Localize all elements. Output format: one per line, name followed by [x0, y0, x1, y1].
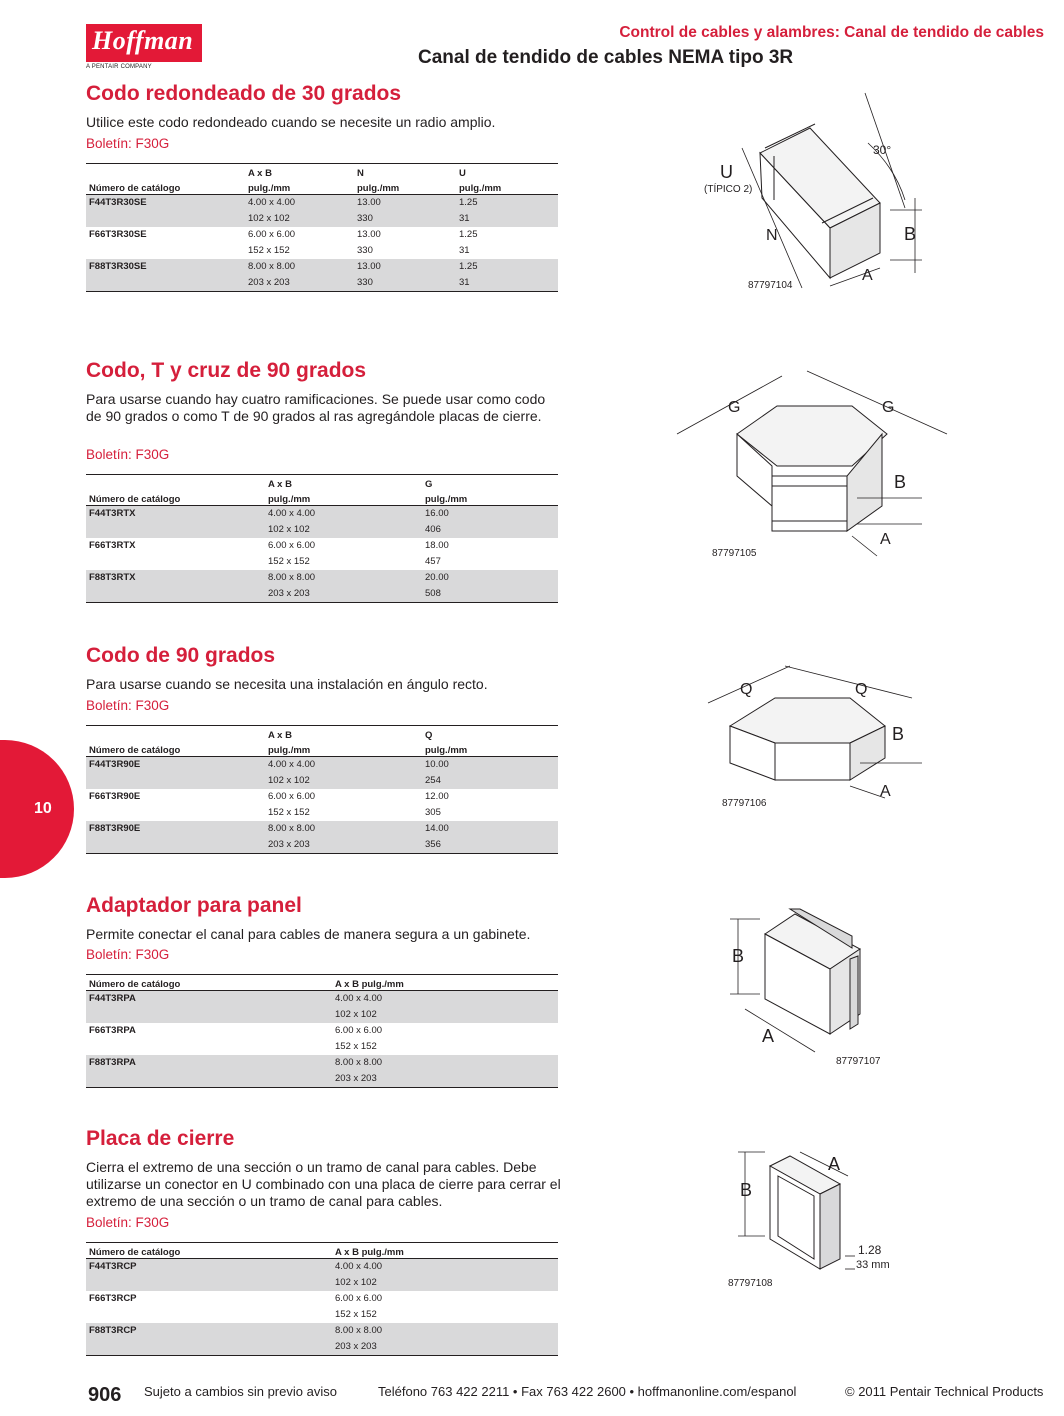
table-row: 203 x 203 330 31 — [86, 275, 558, 292]
figure-label: B — [894, 472, 907, 492]
figure-label: 33 mm — [856, 1259, 890, 1271]
table-row: F44T3RPA 4.00 x 4.00 — [86, 991, 558, 1008]
figure-codo-t-cruz — [672, 366, 962, 566]
table-row: F88T3RCP 8.00 x 8.00 — [86, 1323, 558, 1339]
table-row: 102 x 102 — [86, 1007, 558, 1023]
bulletin-link[interactable]: Boletín: F30G — [86, 698, 170, 713]
table-row: F88T3RTX 8.00 x 8.00 20.00 — [86, 570, 558, 586]
spec-table-adaptador: Número de catálogo A x B pulg./mm F44T3RPA 4.00 x 4.00 102 x 102 F66T3RPA 6.00 x 6.00 152 x 152 F88T3RPA 8.00 x 8.00 203 x 203 — [86, 974, 558, 1088]
header-category: Control de cables y alambres: Canal de tendido de cables — [619, 24, 1044, 41]
table-row: F66T3R30SE 6.00 x 6.00 13.00 1.25 — [89, 229, 478, 240]
figure-label: G — [728, 399, 741, 416]
figure-label: Q — [740, 681, 753, 698]
table-row: 152 x 152 — [335, 1041, 377, 1052]
spec-table-codo-30: A x B N U Número de catálogo pulg./mm pulg./mm pulg./mm F44T3R30SE 4.00 x 4.00 13.00 1.25 102 x 102 330 31 F66T3R30SE 6.00 x 6.00 13.00 1.25 152 x 152 330 31 F88T3R30SE 8.00 x 8.00 13.00 1.25 203 x 203 330 31 — [86, 163, 558, 292]
footer-notice: Sujeto a cambios sin previo aviso — [144, 1384, 337, 1399]
figure-label: B — [904, 224, 917, 244]
figure-label: N — [766, 227, 778, 244]
table-row: F44T3RCP 4.00 x 4.00 — [86, 1259, 558, 1276]
bulletin-link[interactable]: Boletín: F30G — [86, 947, 170, 962]
figure-label: A — [880, 531, 891, 548]
figure-label: 1.28 — [858, 1243, 882, 1257]
logo-wordmark: Hoffman — [92, 26, 194, 55]
table-row: 152 x 152 457 — [268, 556, 441, 567]
logo-tagline: A PENTAIR COMPANY — [86, 64, 152, 70]
figure-label: A — [762, 1026, 775, 1046]
table-row: 102 x 102 330 31 — [86, 211, 558, 227]
table-row: F66T3R90E 6.00 x 6.00 12.00 — [89, 791, 449, 802]
figure-id: 87797106 — [722, 798, 767, 809]
figure-label: B — [732, 946, 745, 966]
table-row: F44T3R30SE 4.00 x 4.00 13.00 1.25 — [86, 195, 558, 212]
section-description: Cierra el extremo de una sección o un tramo de canal para cables. Debe utilizarse un conector en U combinado con una placa de cierre para cerrar el extremo de una sección o un tramo de canal para cables. — [86, 1159, 561, 1209]
spec-table-codo-90: A x B Q Número de catálogo pulg./mm pulg./mm F44T3R90E 4.00 x 4.00 10.00 102 x 102 254 F66T3R90E 6.00 x 6.00 12.00 152 x 152 305 F88T3R90E 8.00 x 8.00 14.00 203 x 203 356 — [86, 725, 558, 854]
figure-placa — [720, 1144, 920, 1294]
bulletin-link[interactable]: Boletín: F30G — [86, 1215, 170, 1230]
figure-id: 87797105 — [712, 548, 757, 559]
table-row: 102 x 102 406 — [86, 522, 558, 538]
footer-copyright: © 2011 Pentair Technical Products — [845, 1384, 1044, 1399]
section-title-codo-90: Codo de 90 grados — [86, 644, 276, 667]
figure-label: Q — [855, 681, 868, 698]
figure-label: 30° — [873, 143, 892, 157]
table-row: F44T3RTX 4.00 x 4.00 16.00 — [86, 506, 558, 523]
table-row: F66T3RCP 6.00 x 6.00 — [89, 1293, 383, 1304]
table-row: 102 x 102 254 — [86, 773, 558, 789]
figure-label: U — [720, 162, 733, 182]
figure-label: G — [882, 399, 895, 416]
figure-codo-30 — [690, 88, 950, 298]
section-description: Utilice este codo redondeado cuando se necesite un radio amplio. — [86, 114, 496, 130]
table-row: 152 x 152 305 — [268, 807, 441, 818]
table-row: 203 x 203 — [86, 1339, 558, 1356]
figure-label: (TÍPICO 2) — [704, 184, 753, 195]
table-row: 152 x 152 330 31 — [248, 245, 470, 256]
figure-id: 87797107 — [836, 1056, 881, 1067]
figure-label: A — [862, 267, 873, 284]
figure-id: 87797104 — [748, 280, 793, 291]
section-description: Para usarse cuando hay cuatro ramificaciones. Se puede usar como codo de 90 grados o como T de 90 grados al ras agregándole placas de cierre. — [86, 391, 546, 424]
spec-table-placa: Número de catálogo A x B pulg./mm F44T3RCP 4.00 x 4.00 102 x 102 F66T3RCP 6.00 x 6.00 152 x 152 F88T3RCP 8.00 x 8.00 203 x 203 — [86, 1242, 558, 1356]
spec-table-codo-t-cruz: A x B G Número de catálogo pulg./mm pulg./mm F44T3RTX 4.00 x 4.00 16.00 102 x 102 406 F66T3RTX 6.00 x 6.00 18.00 152 x 152 457 F88T3RTX 8.00 x 8.00 20.00 203 x 203 508 — [86, 474, 558, 603]
page-number: 906 — [88, 1384, 122, 1406]
bulletin-link[interactable]: Boletín: F30G — [86, 447, 170, 462]
table-row: F88T3R90E 8.00 x 8.00 14.00 — [86, 821, 558, 837]
section-description: Para usarse cuando se necesita una instalación en ángulo recto. — [86, 676, 488, 692]
table-row: 203 x 203 356 — [86, 837, 558, 854]
figure-label: B — [892, 724, 905, 744]
table-row: F44T3R90E 4.00 x 4.00 10.00 — [86, 757, 558, 774]
table-row: F66T3RTX 6.00 x 6.00 18.00 — [89, 540, 449, 551]
chapter-number: 10 — [34, 800, 52, 817]
table-row: 203 x 203 — [86, 1071, 558, 1088]
footer-contact: Teléfono 763 422 2211 • Fax 763 422 2600 • hoffmanonline.com/espanol — [378, 1384, 797, 1399]
section-description: Permite conectar el canal para cables de manera segura a un gabinete. — [86, 926, 531, 942]
table-row: 102 x 102 — [86, 1275, 558, 1291]
figure-label: A — [828, 1154, 841, 1174]
page-title: Canal de tendido de cables NEMA tipo 3R — [418, 47, 794, 68]
bulletin-link[interactable]: Boletín: F30G — [86, 136, 170, 151]
section-title-placa: Placa de cierre — [86, 1127, 235, 1150]
section-title-adaptador: Adaptador para panel — [86, 894, 302, 917]
table-row: F88T3R30SE 8.00 x 8.00 13.00 1.25 — [86, 259, 558, 275]
table-row: 203 x 203 508 — [86, 586, 558, 603]
figure-label: A — [880, 783, 891, 800]
figure-id: 87797108 — [728, 1278, 773, 1289]
figure-codo-90 — [700, 658, 940, 818]
figure-adaptador — [720, 904, 910, 1074]
table-row: 152 x 152 — [335, 1309, 377, 1320]
figure-label: B — [740, 1180, 753, 1200]
section-title-codo-30: Codo redondeado de 30 grados — [86, 82, 402, 105]
table-row: F88T3RPA 8.00 x 8.00 — [86, 1055, 558, 1071]
section-title-codo-t-cruz: Codo, T y cruz de 90 grados — [86, 359, 367, 382]
table-row: F66T3RPA 6.00 x 6.00 — [89, 1025, 383, 1036]
